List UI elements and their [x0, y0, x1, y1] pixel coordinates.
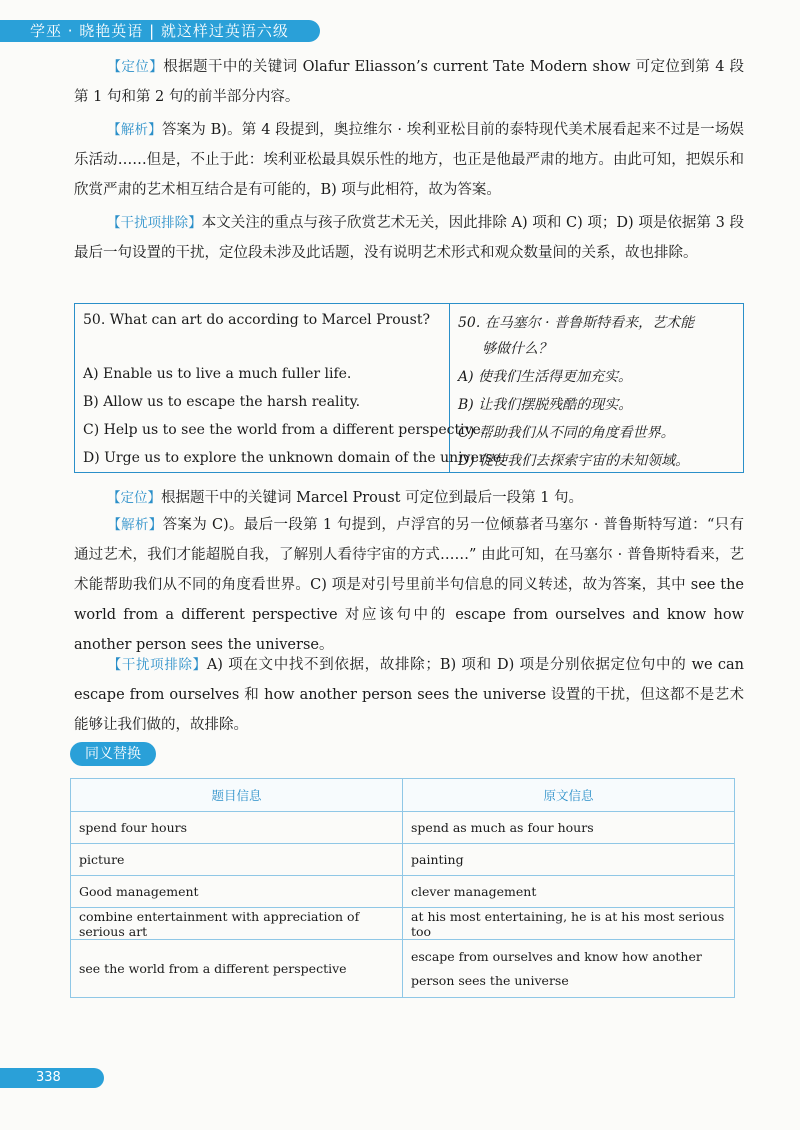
locate-tag: 【定位】 — [107, 490, 161, 506]
q50-question-cn-line1: 50. 在马塞尔 · 普鲁斯特看来，艺术能 — [458, 315, 695, 331]
question-cell: Good management — [71, 876, 403, 908]
q50-option-cn-b: B) 让我们摆脱残酷的现实。 — [458, 397, 633, 413]
q50-option-en-b: B) Allow us to escape the harsh reality. — [83, 394, 361, 410]
distract-tag: 【干扰项排除】 — [107, 657, 207, 673]
table-row — [71, 844, 735, 876]
question-cell: spend four hours — [71, 812, 403, 844]
table-row — [71, 940, 735, 998]
q50-analysis-paragraph — [74, 510, 744, 660]
q50-locate-paragraph — [74, 483, 744, 513]
distract-tag: 【干扰项排除】 — [107, 215, 202, 231]
q49-locate-text: 根据题干中的关键词 Olafur Eliasson’s current Tate Modern show 可定位到第 4 段第 1 句和第 2 句的前半部分内容。 — [74, 59, 745, 105]
q49-locate-paragraph — [74, 52, 744, 112]
question-cell: combine entertainment with appreciation of serious art — [71, 908, 403, 940]
q49-distract-paragraph — [74, 208, 744, 268]
q49-analysis-paragraph — [74, 115, 744, 205]
q50-english-column — [75, 304, 506, 472]
q50-distract-paragraph — [74, 650, 744, 740]
q50-locate-text: 根据题干中的关键词 Marcel Proust 可定位到最后一段第 1 句。 — [161, 490, 584, 506]
q50-option-en-c: C) Help us to see the world from a different perspective. — [83, 422, 486, 438]
q49-analysis-text: 答案为 B)。第 4 段提到，奥拉维尔 · 埃利亚松目前的泰特现代美术展看起来不过是一场娱乐活动……但是，不止于此：埃利亚松最具娱乐性的地方，也正是他最严肃的地方。由此可知，把娱乐和欣赏严肃的艺术相互结合是有可能的，B) 项与此相符，故为答案。 — [74, 122, 744, 198]
synonym-badge: 同义替换 — [70, 742, 156, 766]
table-row — [71, 876, 735, 908]
table-row — [71, 908, 735, 940]
analysis-tag: 【解析】 — [107, 122, 162, 138]
locate-tag: 【定位】 — [107, 59, 164, 75]
q50-option-cn-c: C) 帮助我们从不同的角度看世界。 — [458, 425, 675, 441]
col-original-header: 原文信息 — [403, 779, 735, 812]
q50-option-cn-d: D) 促使我们去探索宇宙的未知领域。 — [458, 453, 690, 469]
book-title: 学巫 · 晓艳英语 | 就这样过英语六级 — [30, 22, 289, 40]
q50-analysis-text: 答案为 C)。最后一段第 1 句提到，卢浮宫的另一位倾慕者马塞尔 · 普鲁斯特写道：“只有通过艺术，我们才能超脱自我，了解别人看待宇宙的方式……” 由此可知，在马塞尔 · 普鲁斯特看来，艺术能帮助我们从不同的角度看世界。C) 项是对引号里前半句信息的同义转述，故为答案，其中 see the world from a different perspective 对应该句中的 escape from ourselves and know how another person sees the universe。 — [74, 517, 745, 653]
footer-band — [0, 1068, 104, 1088]
header-band — [0, 20, 320, 42]
q50-question-table — [74, 303, 744, 473]
synonym-header-row — [71, 779, 735, 812]
original-cell: at his most entertaining, he is at his most serious too — [403, 908, 735, 940]
original-cell: clever management — [403, 876, 735, 908]
original-cell: spend as much as four hours — [403, 812, 735, 844]
table-row — [71, 812, 735, 844]
q50-question-cn-line2: 够做什么？ — [482, 341, 552, 357]
question-cell: see the world from a different perspective — [71, 940, 403, 998]
page-number: 338 — [36, 1070, 61, 1085]
q50-option-en-a: A) Enable us to live a much fuller life. — [83, 366, 352, 382]
q50-chinese-column — [450, 304, 743, 472]
q49-distract-text: 本文关注的重点与孩子欣赏艺术无关，因此排除 A) 项和 C) 项；D) 项是依据第 3 段最后一句设置的干扰，定位段未涉及此话题，没有说明艺术形式和观众数量间的关系，故也排除。 — [74, 215, 744, 261]
q50-option-en-d: D) Urge us to explore the unknown domain of the universe. — [83, 450, 506, 466]
analysis-tag: 【解析】 — [107, 517, 163, 533]
q50-option-cn-a: A) 使我们生活得更加充实。 — [458, 369, 633, 385]
original-cell: painting — [403, 844, 735, 876]
q50-question-en: 50. What can art do according to Marcel Proust? — [83, 312, 430, 328]
question-cell: picture — [71, 844, 403, 876]
col-question-header: 题目信息 — [71, 779, 403, 812]
synonym-table — [70, 778, 735, 998]
original-cell: escape from ourselves and know how another person sees the universe — [403, 940, 735, 998]
q50-distract-text: A) 项在文中找不到依据，故排除；B) 项和 D) 项是分别依据定位句中的 we can escape from ourselves 和 how another person sees the universe 设置的干扰，但这都不是艺术能够让我们做的，故排除。 — [74, 657, 744, 733]
